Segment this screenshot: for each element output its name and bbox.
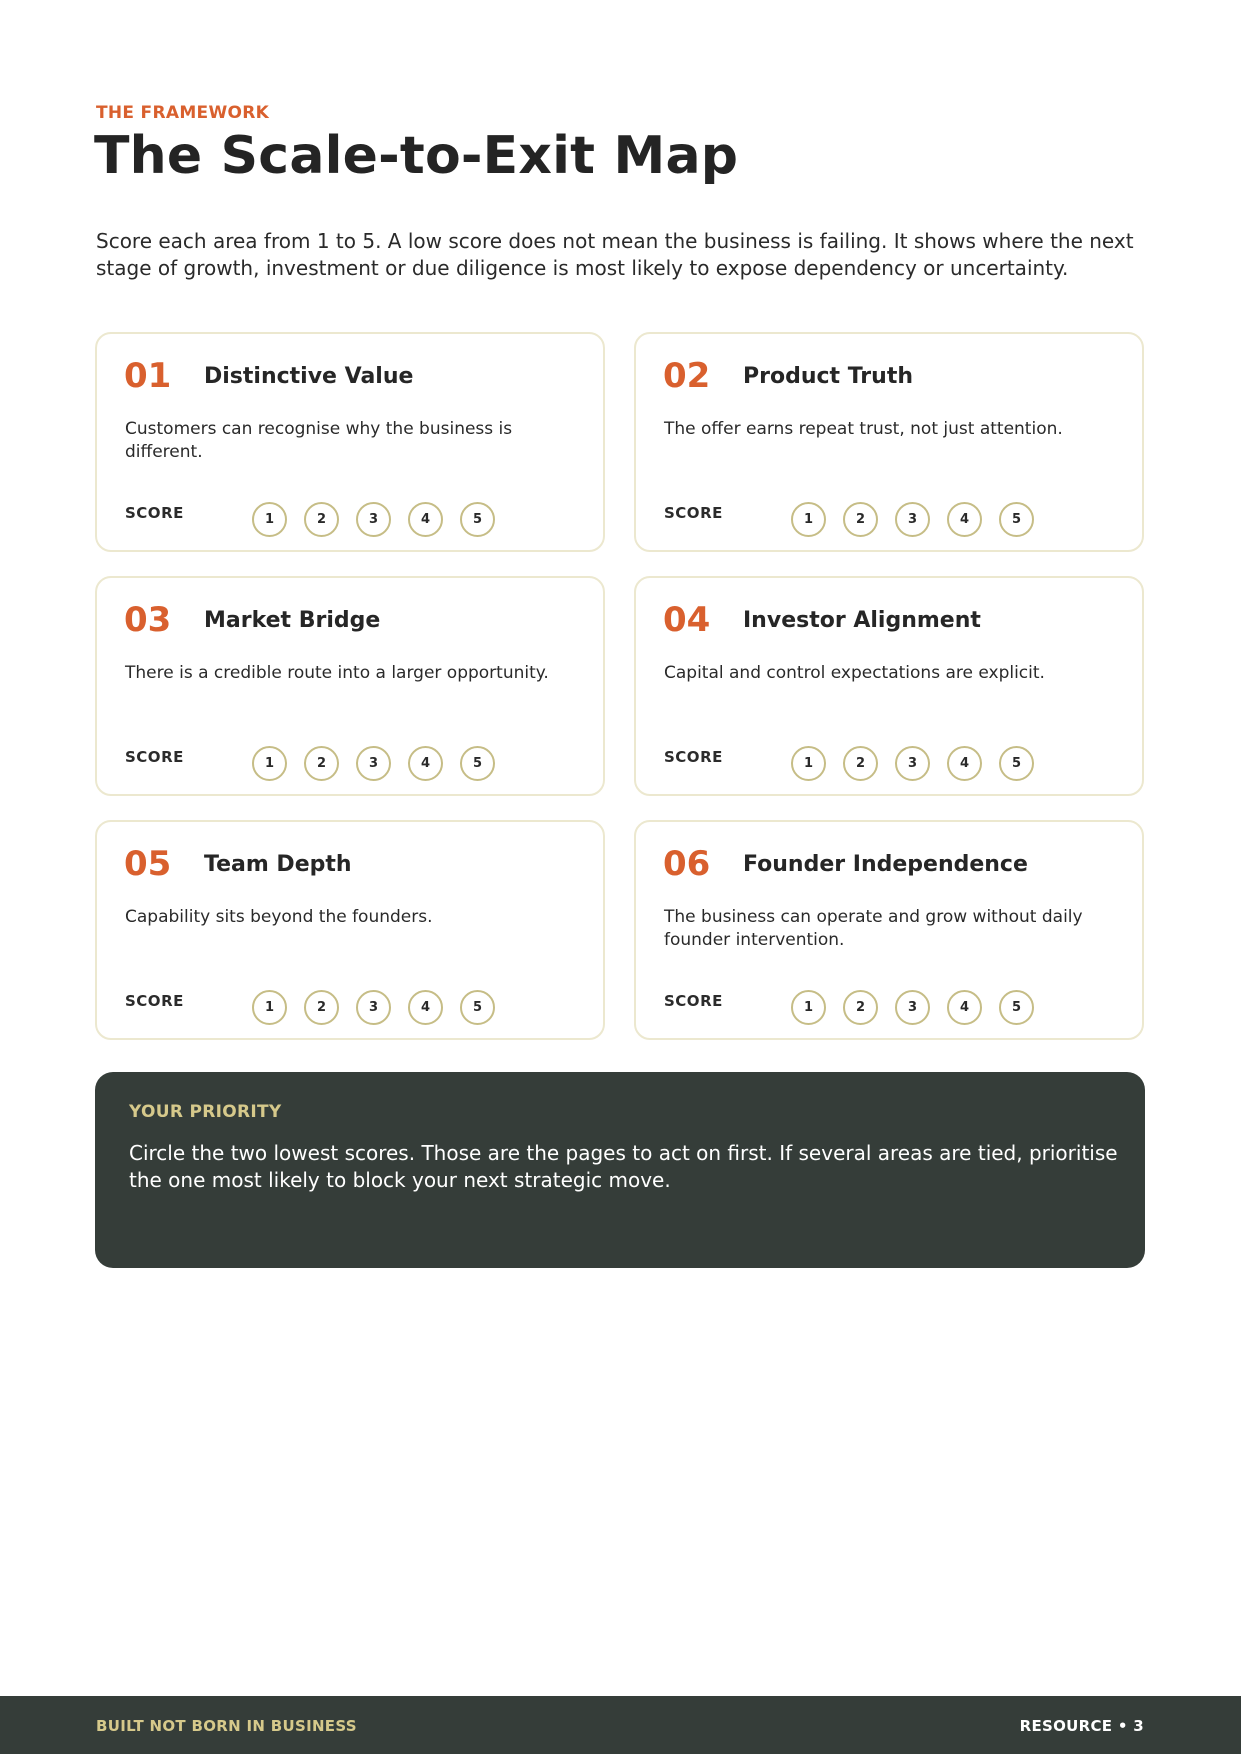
footer-brand: BUILT NOT BORN IN BUSINESS xyxy=(96,1717,357,1735)
score-label: SCORE xyxy=(125,504,184,522)
card-title: Investor Alignment xyxy=(743,608,981,633)
score-option-1[interactable]: 1 xyxy=(252,990,287,1025)
card-number: 01 xyxy=(124,356,172,396)
page-footer xyxy=(0,1696,1241,1754)
score-selector xyxy=(791,990,1034,1025)
score-option-4[interactable]: 4 xyxy=(947,502,982,537)
score-option-4[interactable]: 4 xyxy=(947,990,982,1025)
card-title: Founder Independence xyxy=(743,852,1028,877)
priority-label: YOUR PRIORITY xyxy=(129,1102,282,1122)
score-selector xyxy=(252,502,495,537)
card-title: Product Truth xyxy=(743,364,913,389)
card-description: The offer earns repeat trust, not just attention. xyxy=(664,419,1063,439)
score-selector xyxy=(252,746,495,781)
framework-card-founder-independence xyxy=(634,820,1144,1040)
framework-card-distinctive-value xyxy=(95,332,605,552)
score-option-2[interactable]: 2 xyxy=(304,990,339,1025)
score-option-3[interactable]: 3 xyxy=(895,746,930,781)
score-option-1[interactable]: 1 xyxy=(252,746,287,781)
score-option-3[interactable]: 3 xyxy=(356,502,391,537)
score-option-2[interactable]: 2 xyxy=(304,746,339,781)
score-selector xyxy=(791,502,1034,537)
framework-card-investor-alignment xyxy=(634,576,1144,796)
card-number: 04 xyxy=(663,600,711,640)
score-option-1[interactable]: 1 xyxy=(252,502,287,537)
score-option-4[interactable]: 4 xyxy=(947,746,982,781)
score-option-2[interactable]: 2 xyxy=(843,746,878,781)
score-option-1[interactable]: 1 xyxy=(791,990,826,1025)
score-label: SCORE xyxy=(125,748,184,766)
score-option-1[interactable]: 1 xyxy=(791,746,826,781)
score-label: SCORE xyxy=(664,504,723,522)
score-option-2[interactable]: 2 xyxy=(843,502,878,537)
score-option-3[interactable]: 3 xyxy=(895,502,930,537)
card-description: There is a credible route into a larger opportunity. xyxy=(125,663,549,683)
card-description: Capability sits beyond the founders. xyxy=(125,907,433,927)
card-number: 03 xyxy=(124,600,172,640)
priority-text: Circle the two lowest scores. Those are the pages to act on first. If several areas are tied, prioritise the one most likely to block your next strategic move. xyxy=(129,1141,1118,1192)
framework-card-grid xyxy=(95,332,1145,1040)
score-option-5[interactable]: 5 xyxy=(460,990,495,1025)
score-label: SCORE xyxy=(664,992,723,1010)
priority-panel xyxy=(95,1072,1145,1268)
card-description: The business can operate and grow without daily founder intervention. xyxy=(664,907,1083,950)
score-selector xyxy=(252,990,495,1025)
score-option-5[interactable]: 5 xyxy=(999,746,1034,781)
card-title: Team Depth xyxy=(204,852,352,877)
card-number: 02 xyxy=(663,356,711,396)
footer-page-number: RESOURCE • 3 xyxy=(1019,1717,1144,1735)
score-selector xyxy=(791,746,1034,781)
score-option-2[interactable]: 2 xyxy=(304,502,339,537)
score-option-3[interactable]: 3 xyxy=(356,990,391,1025)
score-label: SCORE xyxy=(125,992,184,1010)
card-title: Distinctive Value xyxy=(204,364,414,389)
score-option-3[interactable]: 3 xyxy=(895,990,930,1025)
card-number: 05 xyxy=(124,844,172,884)
score-option-5[interactable]: 5 xyxy=(460,502,495,537)
card-number: 06 xyxy=(663,844,711,884)
score-option-2[interactable]: 2 xyxy=(843,990,878,1025)
framework-card-market-bridge xyxy=(95,576,605,796)
page-title: The Scale-to-Exit Map xyxy=(94,126,739,186)
card-title: Market Bridge xyxy=(204,608,381,633)
framework-card-product-truth xyxy=(634,332,1144,552)
score-option-4[interactable]: 4 xyxy=(408,990,443,1025)
intro-paragraph: Score each area from 1 to 5. A low score does not mean the business is failing. It shows where the next stage of growth, investment or due diligence is most likely to expose dependency or uncertainty. xyxy=(96,229,1134,280)
card-description: Customers can recognise why the business is different. xyxy=(125,419,513,462)
score-option-4[interactable]: 4 xyxy=(408,746,443,781)
score-option-5[interactable]: 5 xyxy=(999,990,1034,1025)
score-label: SCORE xyxy=(664,748,723,766)
score-option-4[interactable]: 4 xyxy=(408,502,443,537)
score-option-5[interactable]: 5 xyxy=(999,502,1034,537)
score-option-3[interactable]: 3 xyxy=(356,746,391,781)
framework-card-team-depth xyxy=(95,820,605,1040)
score-option-1[interactable]: 1 xyxy=(791,502,826,537)
card-description: Capital and control expectations are explicit. xyxy=(664,663,1045,683)
score-option-5[interactable]: 5 xyxy=(460,746,495,781)
section-eyebrow: THE FRAMEWORK xyxy=(96,103,270,123)
